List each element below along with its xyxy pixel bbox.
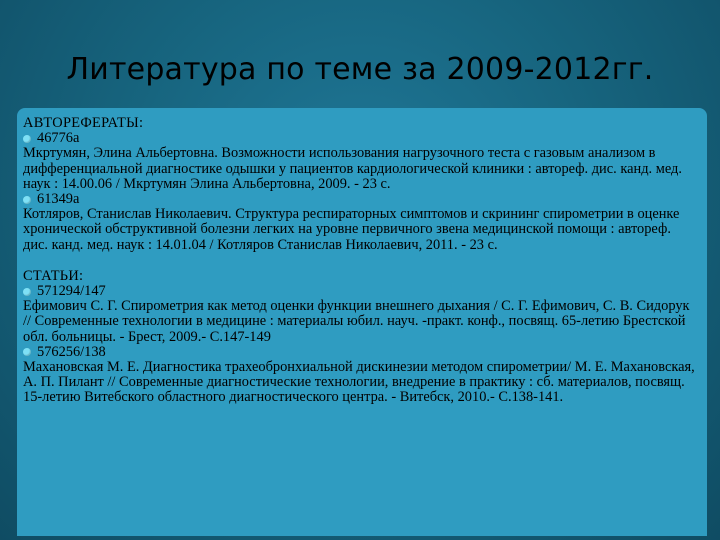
- section-heading-abstracts: АВТОРЕФЕРАТЫ:: [23, 115, 144, 131]
- bullet-icon: [23, 288, 31, 296]
- slide-title: Литература по теме за 2009-2012гг.: [66, 52, 654, 87]
- entry-code: 571294/147: [37, 283, 106, 300]
- entry-citation: Махановская М. Е. Диагностика трахеобронхиальной дискинезии методом спирометрии/ М. Е. Махановская, А. П. Пилант // Современные диагностические технологии, внедрение в практику : сб. материалов, посвящ. 15-летию Витебского областного диагностического центра. - Витебск, 2010.- С.138-141.: [23, 359, 695, 406]
- entry-citation: Ефимович С. Г. Спирометрия как метод оценки функции внешнего дыхания / С. Г. Ефимович, С. В. Сидорук // Современные технологии в медицине : материалы юбил. науч. -практ. конф., посвящ. 65-летию Брестской обл. больницы. - Брест, 2009.- С.147-149: [23, 298, 690, 345]
- entry-code: 46776а: [37, 130, 80, 147]
- list-item-code: [23, 131, 699, 146]
- content-panel: [17, 108, 707, 536]
- section-spacer: [23, 253, 699, 269]
- bullet-icon: [23, 196, 31, 204]
- bullet-icon: [23, 348, 31, 356]
- content-body: [23, 116, 699, 406]
- list-item-code: [23, 192, 699, 207]
- bullet-icon: [23, 135, 31, 143]
- entry-code: 61349а: [37, 191, 80, 208]
- entry-citation: Мкртумян, Элина Альбертовна. Возможности использования нагрузочного теста с газовым анализом в дифференциальной диагностике одышки у пациентов кардиологической клиники : автореф. дис. канд. мед. наук : 14.00.06 / Мкртумян Элина Альбертовна, 2009. - 23 с.: [23, 145, 682, 192]
- list-item-code: [23, 284, 699, 299]
- section-heading-articles: СТАТЬИ:: [23, 267, 84, 284]
- entry-citation: Котляров, Станислав Николаевич. Структура респираторных симптомов и скрининг спирометрии в оценке хронической обструктивной болезни легких на уровне первичного звена медицинской помощи : автореф. дис. канд. мед. наук : 14.01.04 / Котляров Станислав Николаевич, 2011. - 23 с.: [23, 206, 680, 253]
- list-item-code: [23, 345, 699, 360]
- entry-code: 576256/138: [37, 343, 106, 360]
